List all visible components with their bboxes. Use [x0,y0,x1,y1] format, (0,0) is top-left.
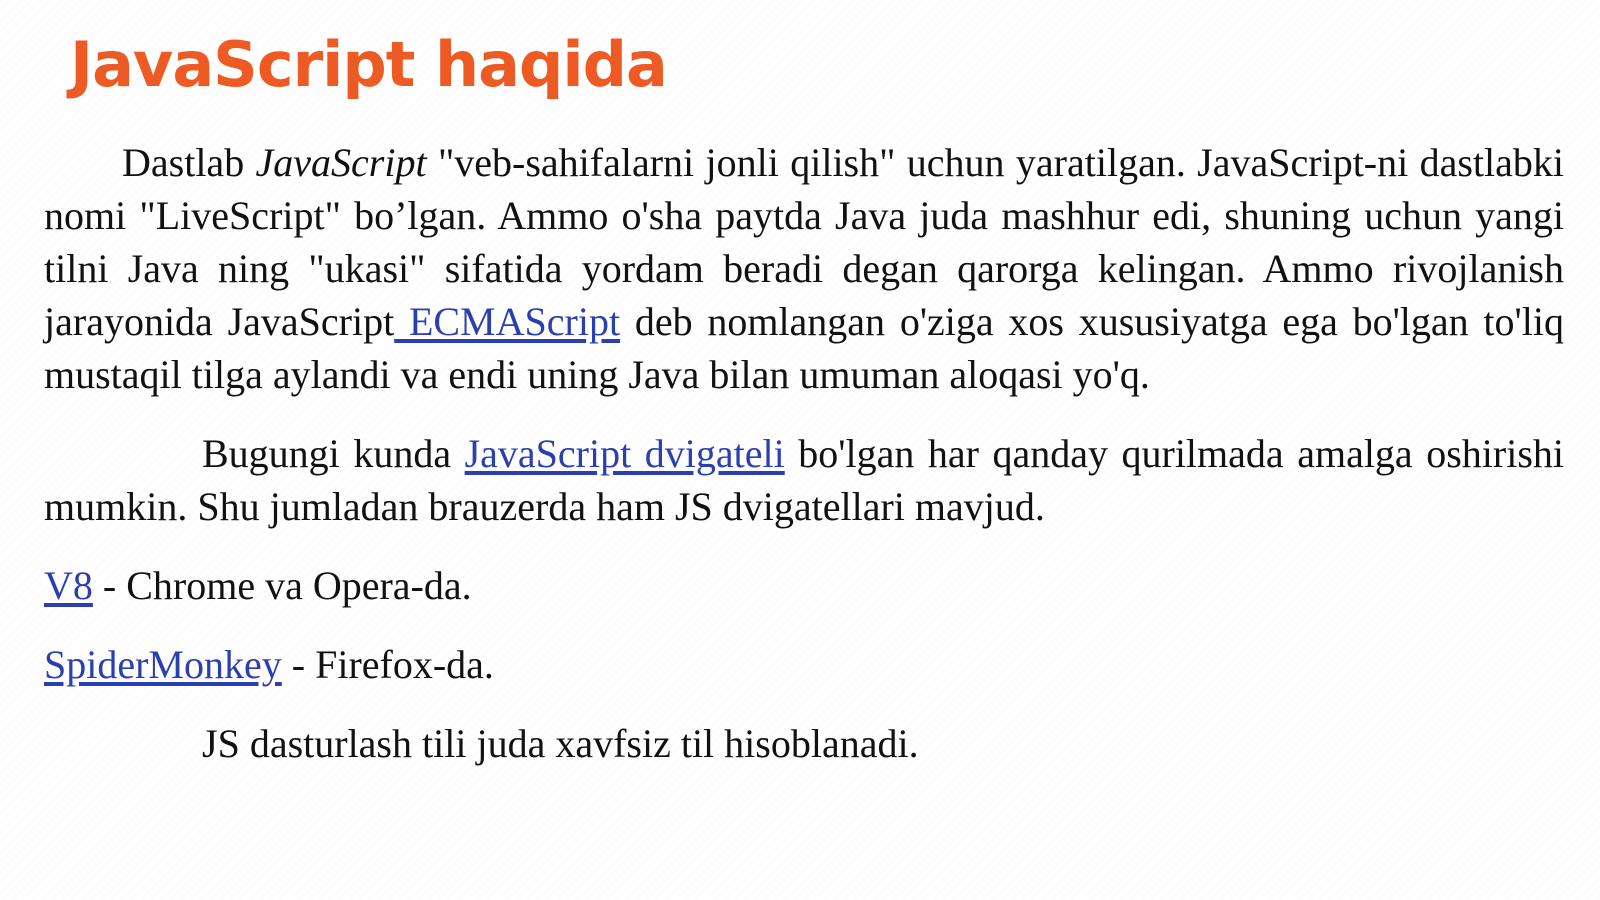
closing-statement: JS dasturlash tili juda xavfsiz til hisoblanadi. [202,721,919,766]
paragraph-history [44,136,1564,401]
text: "veb-sahifalarni jonli qilish" uchun yaratilgan. JavaScript-ni dastlabki nomi "LiveScript" bo’lgan. Ammo o'sha paytda Java juda mashhur edi, shuning uchun yangi tilni Java ning "ukasi" sifatida yordam beradi degan qarorga kelingan. Ammo rivojlanish jarayonida JavaScript [44,140,1564,344]
text: Dastlab [122,140,256,185]
page-title: JavaScript haqida [70,28,667,101]
engine-desc: - Firefox-da. [281,642,494,687]
text: bo'lgan har qanday qurilmada amalga oshirishi mumkin. Shu jumladan brauzerda ham JS dvigatellari mavjud. [44,431,1565,529]
engine-desc: - Chrome va Opera-da. [92,563,472,608]
paragraph-engines [44,427,1564,533]
emphasis-text: JavaScript [255,140,427,185]
engine-item-spidermonkey [44,638,1564,691]
text: Bugungi kunda [202,431,465,476]
javascript-engine-link[interactable]: JavaScript dvigateli [464,431,785,476]
text: deb nomlangan o'ziga xos xususiyatga ega bo'lgan to'liq mustaqil tilga aylandi va endi uning Java bilan umuman aloqasi yo'q. [44,299,1564,397]
spidermonkey-link[interactable]: SpiderMonkey [44,642,282,687]
engine-item-v8 [44,559,1564,612]
v8-link[interactable]: V8 [44,563,93,608]
body-content [44,136,1564,796]
ecmascript-link[interactable]: ECMAScript [394,299,621,344]
